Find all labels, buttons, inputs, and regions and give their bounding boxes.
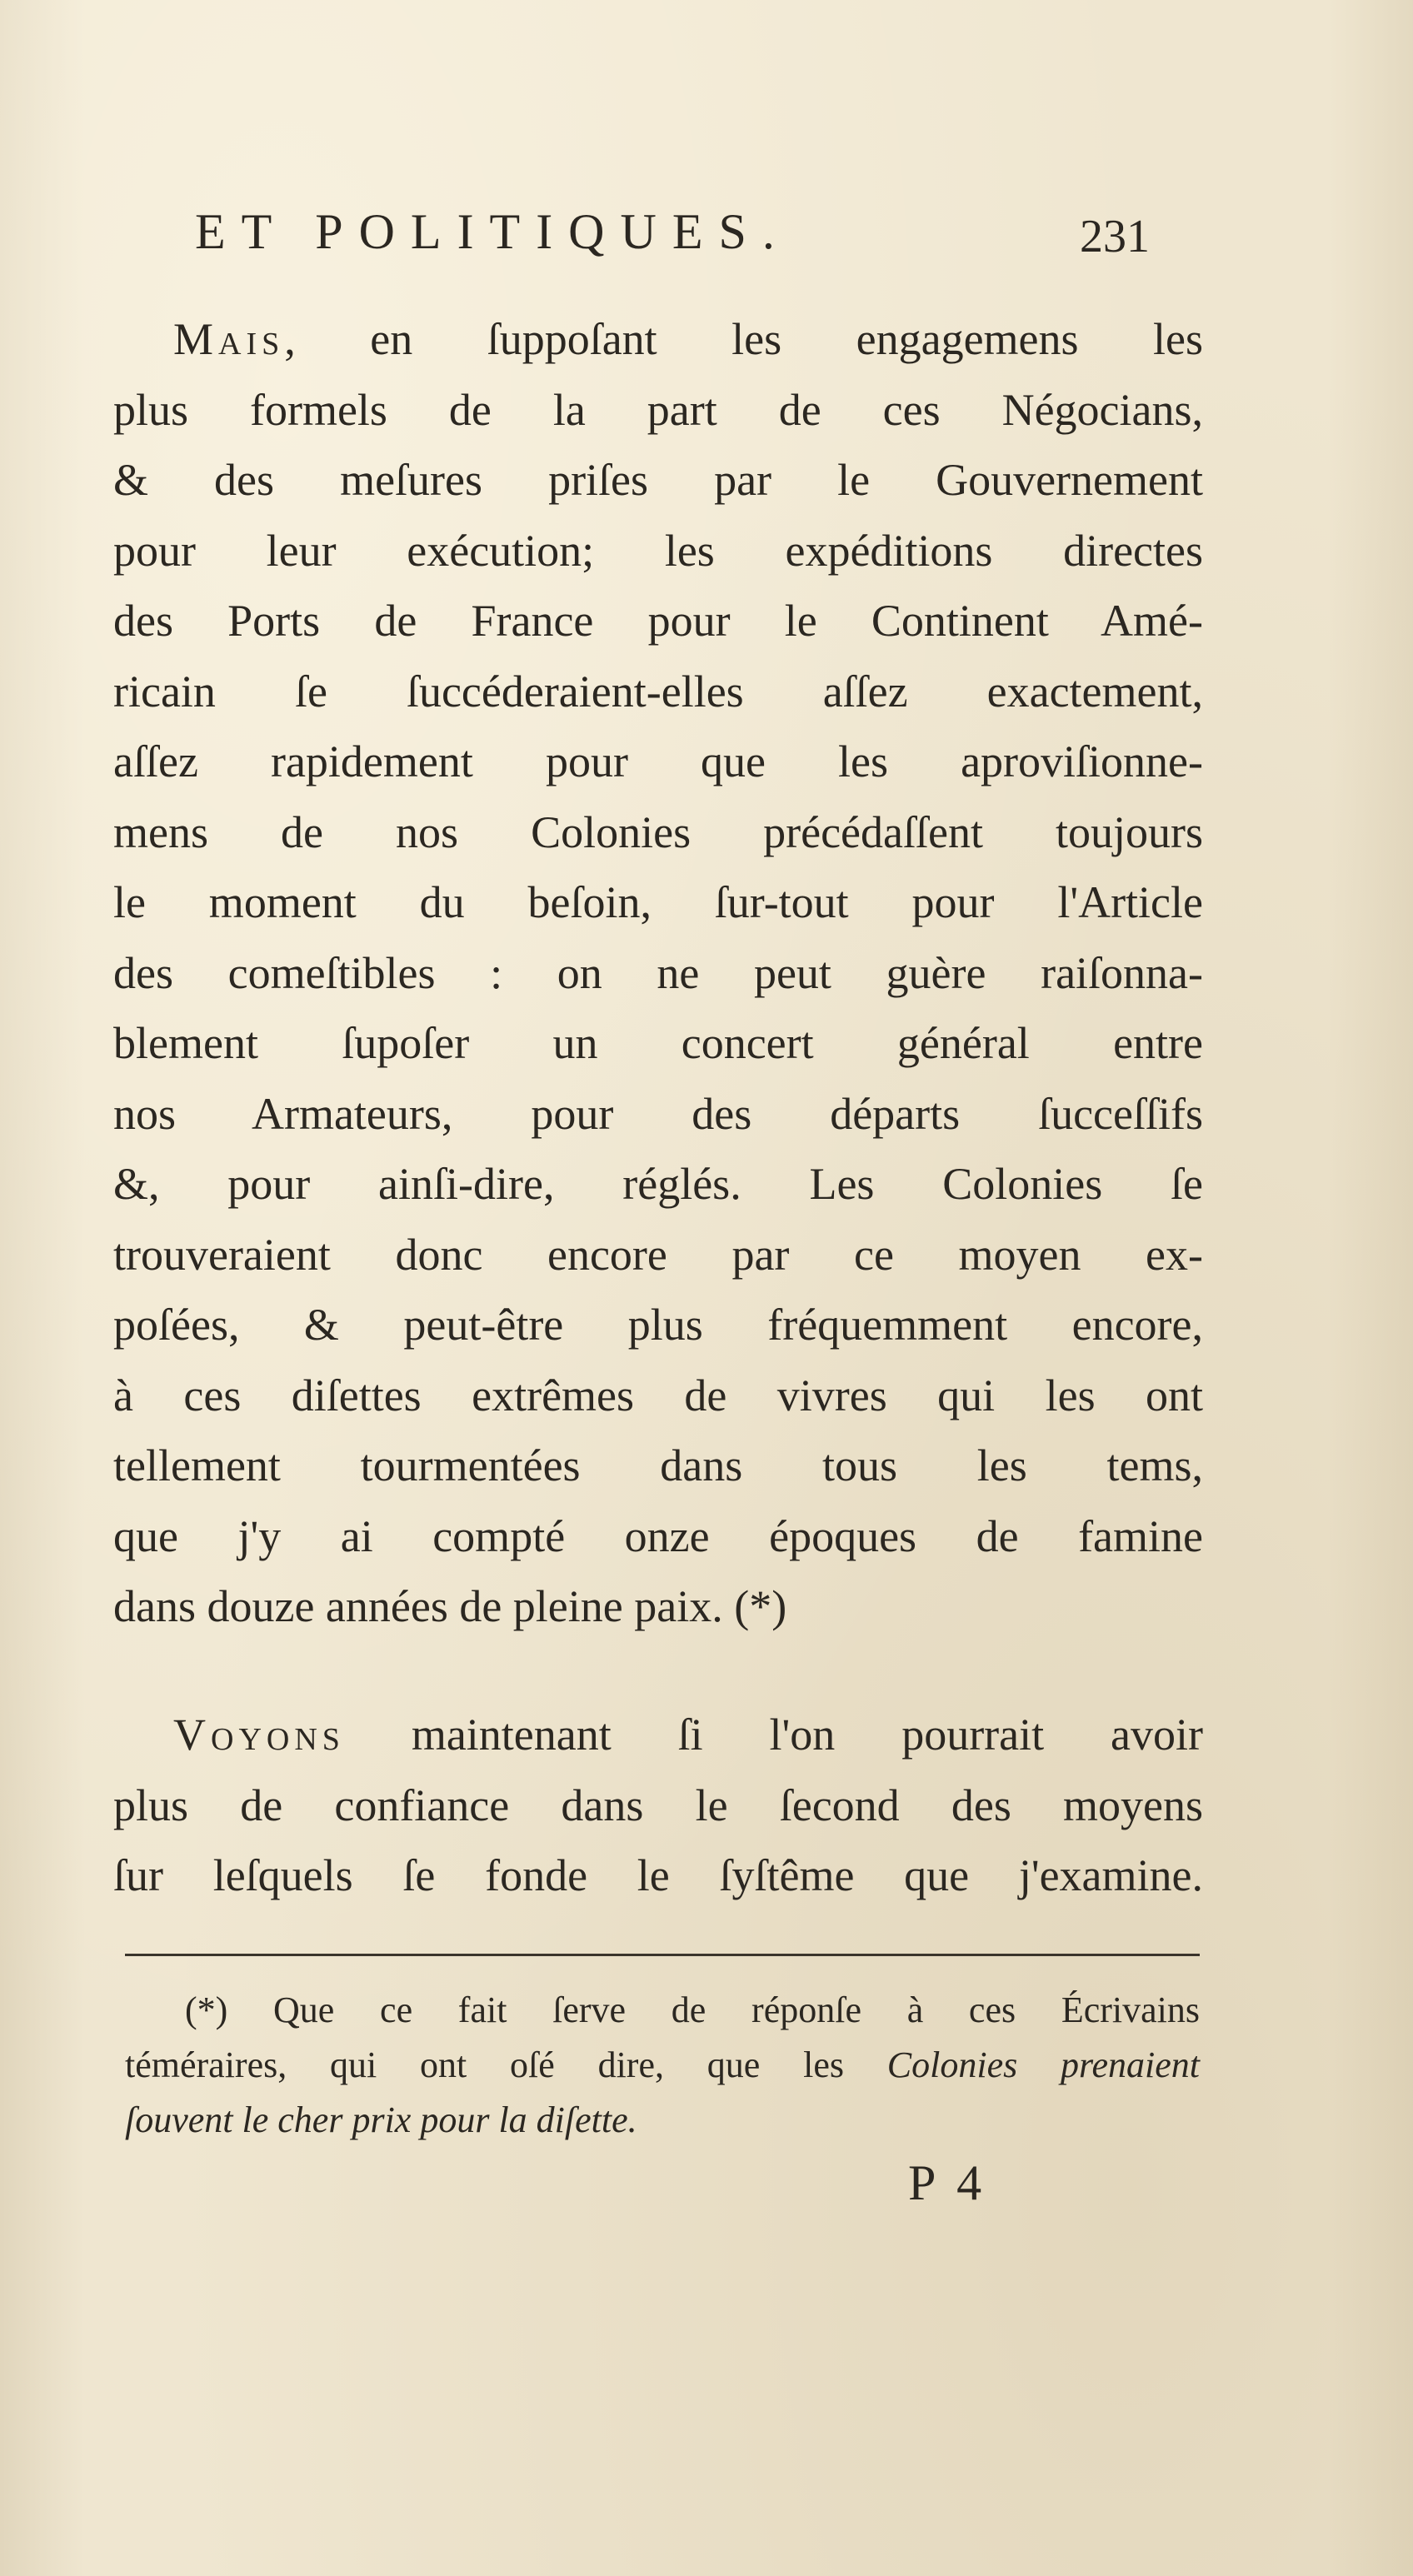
text-line: mens de nos Colonies précédaſſent toujours: [113, 806, 1203, 857]
running-head-title: ET POLITIQUES.: [195, 204, 791, 259]
text-line: plus formels de la part de ces Négocians,: [113, 384, 1203, 435]
text-line: des comeſtibles : on ne peut guère raiſonna-: [113, 947, 1203, 998]
text-line: poſées, & peut-être plus fréquemment encore,: [113, 1300, 1203, 1350]
lead-word: Voyons: [173, 1710, 345, 1760]
running-head: [195, 198, 1195, 265]
page-number: 231: [1080, 211, 1150, 262]
footnote-line: (*) Que ce fait ſerve de réponſe à ces Écrivains: [185, 1989, 1200, 2030]
paragraph-2: [113, 1700, 1203, 1911]
text-line: & des meſures priſes par le Gouvernement: [113, 455, 1203, 505]
text-line: [113, 304, 1203, 375]
text-line: dans douze années de pleine paix. (*): [113, 1581, 787, 1631]
line-text: , en ſuppoſant les engagemens les: [284, 314, 1203, 364]
footnote-line: ſouvent le cher prix pour la diſette.: [125, 2099, 637, 2140]
text-line: pour leur exécution; les expéditions directes: [113, 525, 1203, 576]
text-line: à ces diſettes extrêmes de vivres qui les ont: [113, 1370, 1203, 1420]
text-line: &, pour ainſi-dire, réglés. Les Colonies ſe: [113, 1159, 1203, 1209]
text-line: trouveraient donc encore par ce moyen ex-: [113, 1229, 1203, 1280]
text-line: des Ports de France pour le Continent Amé-: [113, 596, 1203, 646]
text-line: aſſez rapidement pour que les aproviſionne-: [113, 736, 1203, 786]
footnote-text: téméraires, qui ont oſé dire, que les: [125, 2044, 887, 2085]
text-line: tellement tourmentées dans tous les tems,: [113, 1440, 1203, 1490]
text-line: [113, 1700, 1203, 1770]
text-line: ricain ſe ſuccéderaient-elles aſſez exactement,: [113, 666, 1203, 716]
footnote-rule: [125, 1954, 1200, 1956]
footnote-line: [125, 2038, 1200, 2093]
text-line: le moment du beſoin, ſur-tout pour l'Article: [113, 877, 1203, 927]
signature-mark: P 4: [908, 2155, 987, 2210]
paragraph-1: [113, 304, 1203, 1642]
text-line: blement ſupoſer un concert général entre: [113, 1018, 1203, 1068]
lead-word: Mais: [173, 314, 285, 364]
text-line: que j'y ai compté onze époques de famine: [113, 1510, 1203, 1561]
text-line: plus de confiance dans le ſecond des moyens: [113, 1780, 1203, 1830]
footnote-italic-text: Colonies prenaient: [886, 2044, 1201, 2085]
footnote: [125, 1983, 1200, 2148]
line-text: maintenant ſi l'on pourrait avoir: [344, 1710, 1203, 1760]
text-line: ſur leſquels ſe fonde le ſyſtême que j'examine.: [113, 1850, 1203, 1900]
text-line: nos Armateurs, pour des départs ſucceſſifs: [113, 1088, 1203, 1139]
